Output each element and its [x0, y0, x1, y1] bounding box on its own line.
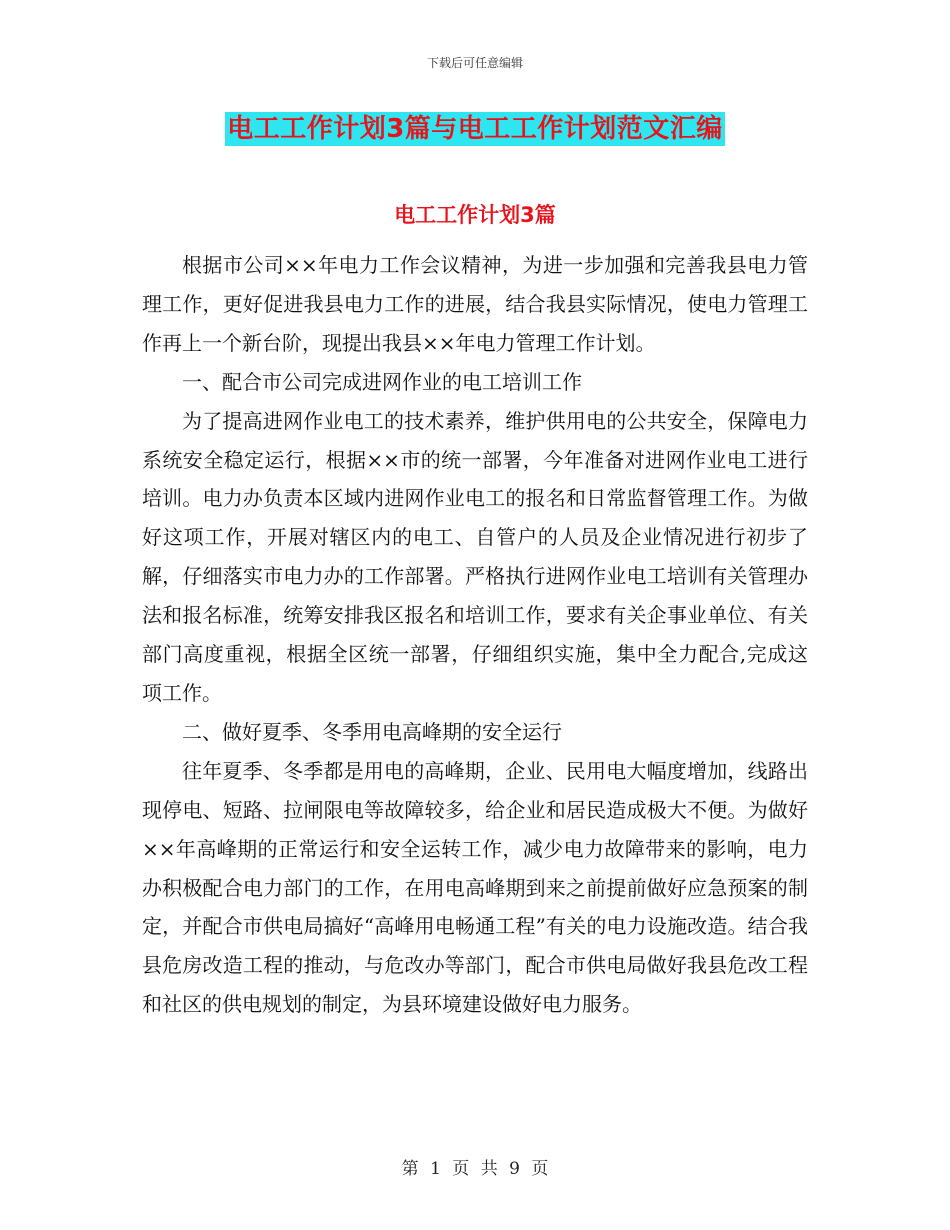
paragraph-intro: 根据市公司××年电力工作会议精神，为进一步加强和完善我县电力管理工作，更好促进我县电力工作的进展，结合我县实际情况，使电力管理工作再上一个新台阶，现提出我县××年电力管理工作计划。 — [142, 253, 808, 355]
paragraph-item-2: 往年夏季、冬季都是用电的高峰期，企业、民用电大幅度增加，线路出现停电、短路、拉闸限电等故障较多，给企业和居民造成极大不便。为做好××年高峰期的正常运行和安全运转工作，减少电力故障带来的影响，电力办积极配合电力部门的工作，在用电高峰期到来之前提前做好应急预案的制定，并配合市供电局搞好“高峰用电畅通工程”有关的电力设施改造。结合我县危房改造工程的推动，与危改办等部门，配合市供电局做好我县危改工程和社区的供电规划的制定，为县环境建设做好电力服务。 — [142, 758, 808, 1017]
main-title: 电工工作计划3篇与电工工作计划范文汇编 — [227, 114, 723, 144]
header-note: 下载后可任意编辑 — [426, 56, 523, 70]
section-title: 电工工作计划3篇 — [394, 203, 556, 227]
heading-item-1: 一、配合市公司完成进网作业的电工培训工作 — [182, 369, 582, 394]
paragraph-item-1: 为了提高进网作业电工的技术素养，维护供用电的公共安全，保障电力系统安全稳定运行，根据××市的统一部署，今年准备对进网作业电工进行培训。电力办负责本区域内进网作业电工的报名和日常监督管理工作。为做好这项工作，开展对辖区内的电工、自管户的人员及企业情况进行初步了解，仔细落实市电力办的工作部署。严格执行进网作业电工培训有关管理办法和报名标准，统筹安排我区报名和培训工作，要求有关企事业单位、有关部门高度重视，根据全区统一部署，仔细组织实施，集中全力配合,完成这项工作。 — [142, 408, 808, 705]
main-title-wrap — [0, 112, 950, 146]
page-number: 第 1 页 共 9 页 — [401, 1159, 549, 1179]
heading-item-2: 二、做好夏季、冬季用电高峰期的安全运行 — [182, 719, 562, 744]
document-body — [142, 246, 808, 1024]
